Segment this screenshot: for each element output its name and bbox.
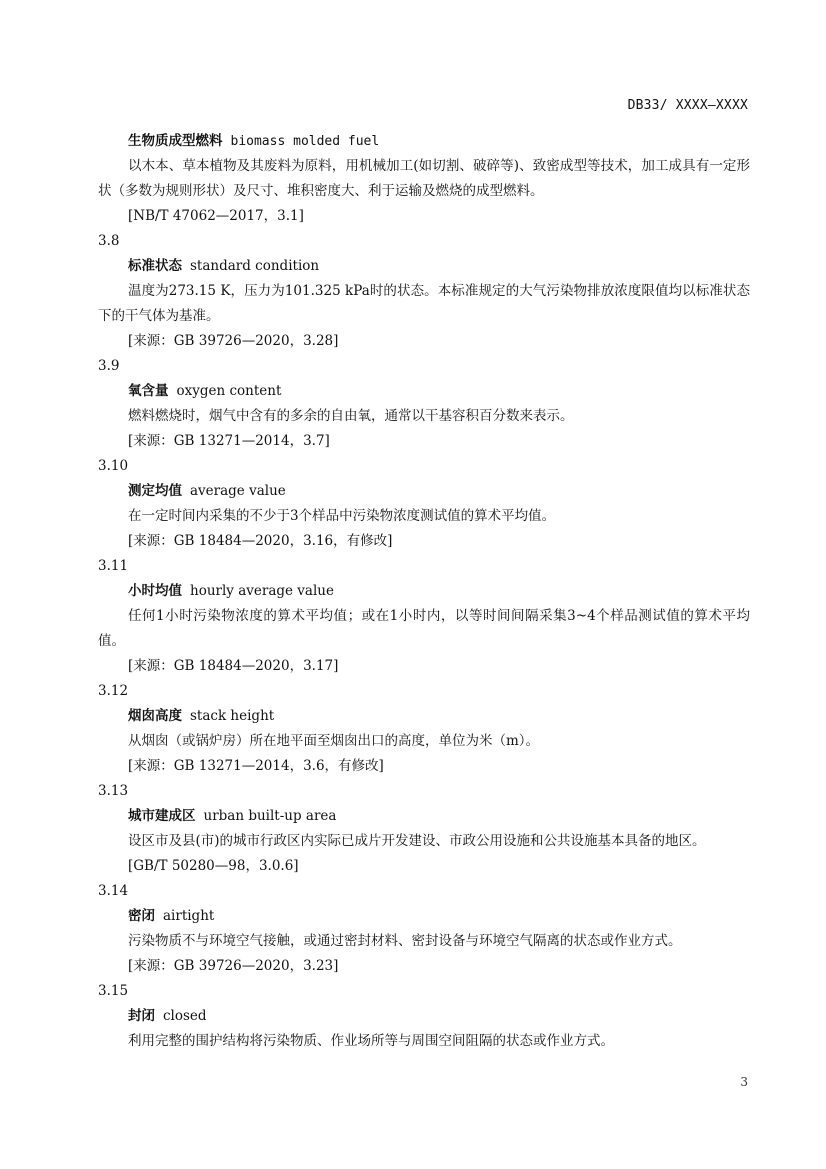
- term-chinese: 烟囱高度: [128, 708, 182, 724]
- term-english: standard condition: [190, 258, 320, 274]
- term-source: [来源：GB 18484—2020，3.17]: [128, 658, 339, 674]
- term-heading: [98, 254, 750, 279]
- page-number: 3: [740, 1075, 748, 1089]
- clause-number: 3.15: [98, 983, 129, 999]
- term-english: closed: [163, 1008, 207, 1024]
- term-source: [GB/T 50280—98，3.0.6]: [128, 858, 299, 874]
- term-source: [来源：GB 39726—2020，3.23]: [128, 958, 339, 974]
- term-definition: 设区市及县(市)的城市行政区内实际已成片开发建设、市政公用设施和公共设施基本具备的地区。: [128, 833, 706, 849]
- term-chinese: 生物质成型燃料: [128, 133, 223, 149]
- term-definition: 污染物质不与环境空气接触，或通过密封材料、密封设备与环境空气隔离的状态或作业方式。: [128, 933, 682, 949]
- clause-number: 3.10: [98, 458, 129, 474]
- term-source: [来源：GB 39726—2020，3.28]: [128, 333, 339, 349]
- clause-number: 3.13: [98, 783, 129, 799]
- term-chinese: 小时均值: [128, 583, 182, 599]
- term-heading: [98, 479, 750, 504]
- term-heading: [98, 804, 750, 829]
- term-english: hourly average value: [190, 583, 334, 599]
- term-heading: [98, 129, 750, 154]
- term-heading: [98, 904, 750, 929]
- term-source: [来源：GB 13271—2014，3.7]: [128, 433, 330, 449]
- term-definition: 燃料燃烧时，烟气中含有的多余的自由氧，通常以干基容积百分数来表示。: [128, 408, 574, 424]
- term-chinese: 氧含量: [128, 383, 169, 399]
- term-english: average value: [190, 483, 286, 499]
- terms-section: [98, 129, 750, 1054]
- clause-number: 3.11: [98, 558, 129, 574]
- term-source: [来源：GB 13271—2014，3.6，有修改]: [128, 758, 384, 774]
- term-english: urban built-up area: [203, 808, 337, 824]
- term-english: airtight: [163, 908, 215, 924]
- term-chinese: 标准状态: [128, 258, 182, 274]
- term-source: [NB/T 47062—2017，3.1]: [128, 208, 304, 224]
- term-chinese: 封闭: [128, 1008, 155, 1024]
- term-definition: 从烟囱（或锅炉房）所在地平面至烟囱出口的高度，单位为米（m）。: [128, 733, 540, 749]
- clause-number: 3.8: [98, 233, 120, 249]
- document-code: DB33/ XXXX—XXXX: [627, 98, 748, 113]
- term-heading: [98, 379, 750, 404]
- term-heading: [98, 579, 750, 604]
- term-english: oxygen content: [176, 383, 282, 399]
- term-definition: 温度为273.15 K，压力为101.325 kPa时的状态。本标准规定的大气污染物排放浓度限值均以标准状态下的干气体为基准。: [98, 283, 750, 324]
- term-chinese: 密闭: [128, 908, 155, 924]
- clause-number: 3.14: [98, 883, 129, 899]
- clause-number: 3.12: [98, 683, 129, 699]
- term-heading: [98, 704, 750, 729]
- term-chinese: 测定均值: [128, 483, 182, 499]
- term-definition: 利用完整的围护结构将污染物质、作业场所等与周围空间阻隔的状态或作业方式。: [128, 1033, 614, 1049]
- term-english: biomass molded fuel: [230, 134, 380, 149]
- term-source: [来源：GB 18484—2020，3.16，有修改]: [128, 533, 393, 549]
- term-definition: 以木本、草本植物及其废料为原料，用机械加工(如切割、破碎等)、致密成型等技术，加工成具有一定形状（多数为规则形状）及尺寸、堆积密度大、利于运输及燃烧的成型燃料。: [98, 158, 750, 199]
- term-chinese: 城市建成区: [128, 808, 196, 824]
- term-definition: 在一定时间内采集的不少于3个样品中污染物浓度测试值的算术平均值。: [128, 508, 556, 524]
- term-english: stack height: [190, 708, 275, 724]
- term-heading: [98, 1004, 750, 1029]
- clause-number: 3.9: [98, 358, 120, 374]
- term-definition: 任何1小时污染物浓度的算术平均值；或在1小时内，以等时间间隔采集3~4个样品测试值的算术平均值。: [98, 608, 750, 649]
